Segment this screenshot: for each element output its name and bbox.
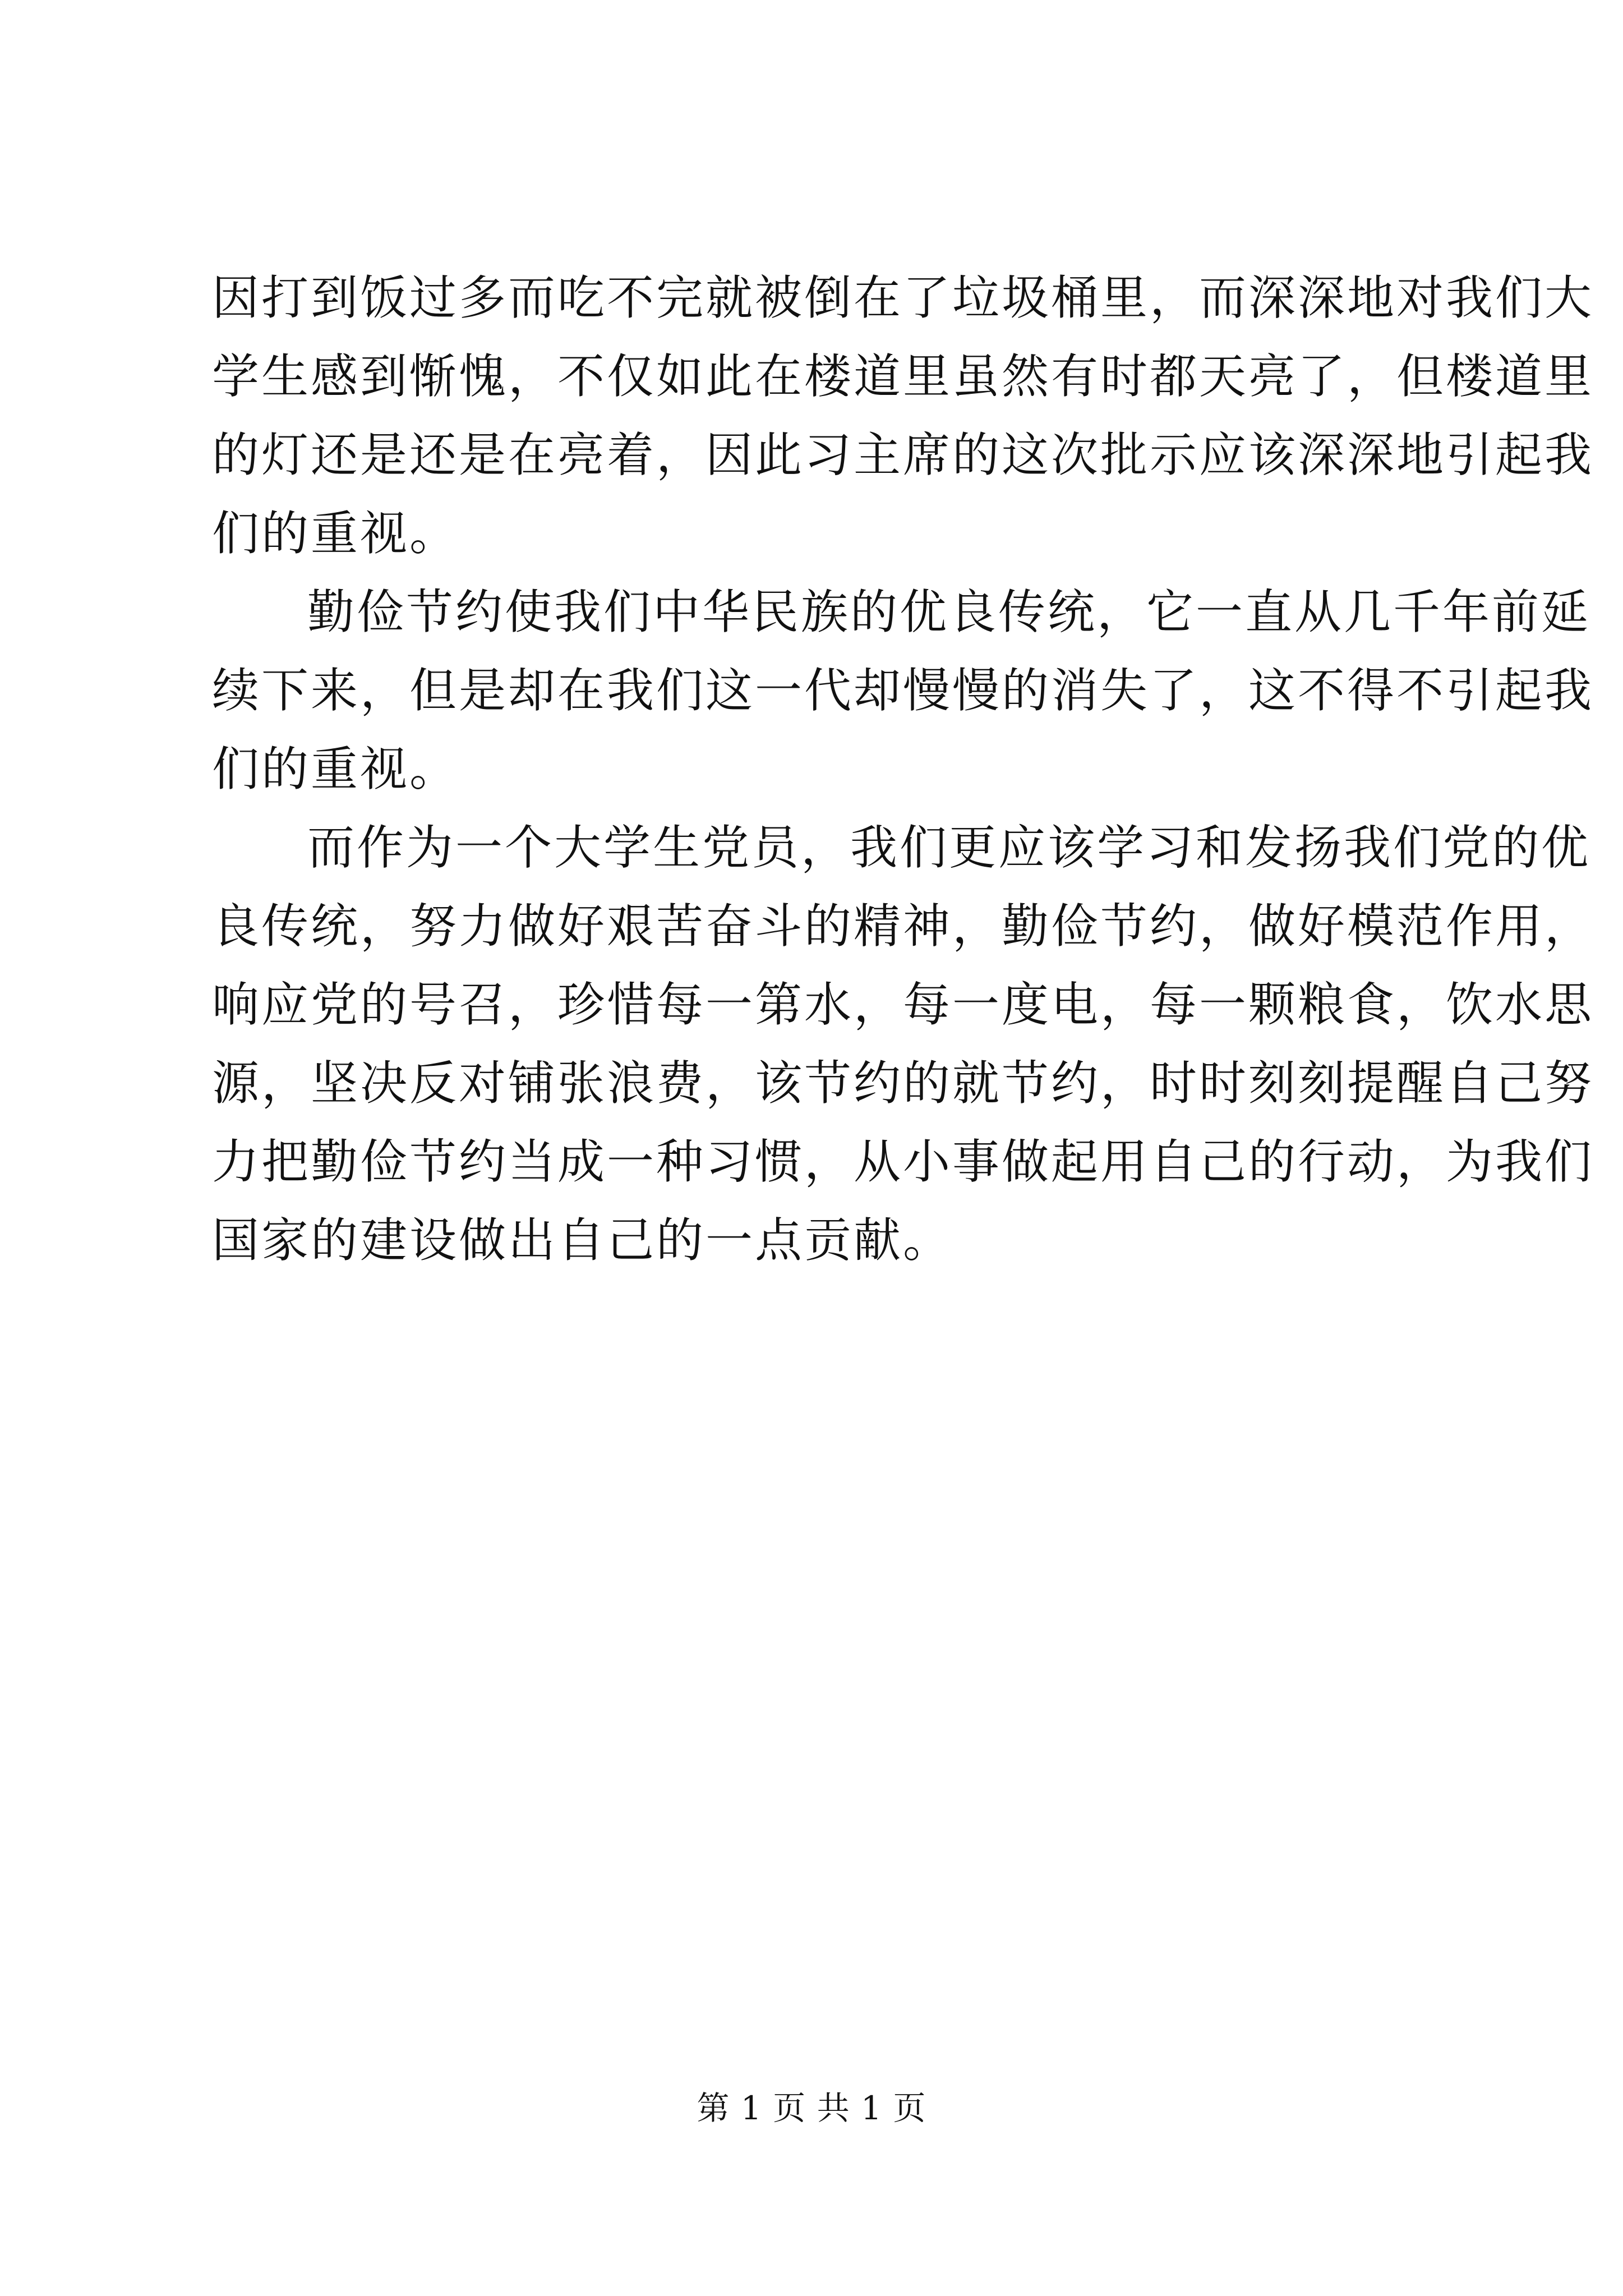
text-line: 响应党的号召，珍惜每一第水，每一度电，每一颗粮食，饮水思 <box>212 977 1594 1032</box>
text-line: 们的重视。 <box>212 742 459 797</box>
text-line: 续下来，但是却在我们这一代却慢慢的消失了，这不得不引起我 <box>212 663 1594 718</box>
text-line: 源，坚决反对铺张浪费，该节约的就节约，时时刻刻提醒自己努 <box>212 1056 1594 1111</box>
text-line: 学生感到惭愧，不仅如此在楼道里虽然有时都天亮了，但楼道里 <box>212 349 1594 404</box>
text-line: 的灯还是还是在亮着，因此习主席的这次批示应该深深地引起我 <box>212 427 1594 482</box>
text-line: 国家的建设做出自己的一点贡献。 <box>212 1213 953 1268</box>
document-body <box>212 259 1594 1280</box>
page-number-label: 第 1 页 共 1 页 <box>697 2089 926 2127</box>
page-footer <box>0 2086 1623 2131</box>
text-line: 力把勤俭节约当成一种习惯，从小事做起用自己的行动，为我们 <box>212 1134 1594 1189</box>
text-line: 良传统，努力做好艰苦奋斗的精神，勤俭节约，做好模范作用， <box>212 899 1594 954</box>
text-line: 因打到饭过多而吃不完就被倒在了垃圾桶里，而深深地对我们大 <box>212 270 1594 325</box>
text-line: 而作为一个大学生党员，我们更应该学习和发扬我们党的优 <box>307 820 1591 875</box>
text-line: 们的重视。 <box>212 506 459 561</box>
text-line: 勤俭节约使我们中华民族的优良传统，它一直从几千年前延 <box>307 585 1591 639</box>
